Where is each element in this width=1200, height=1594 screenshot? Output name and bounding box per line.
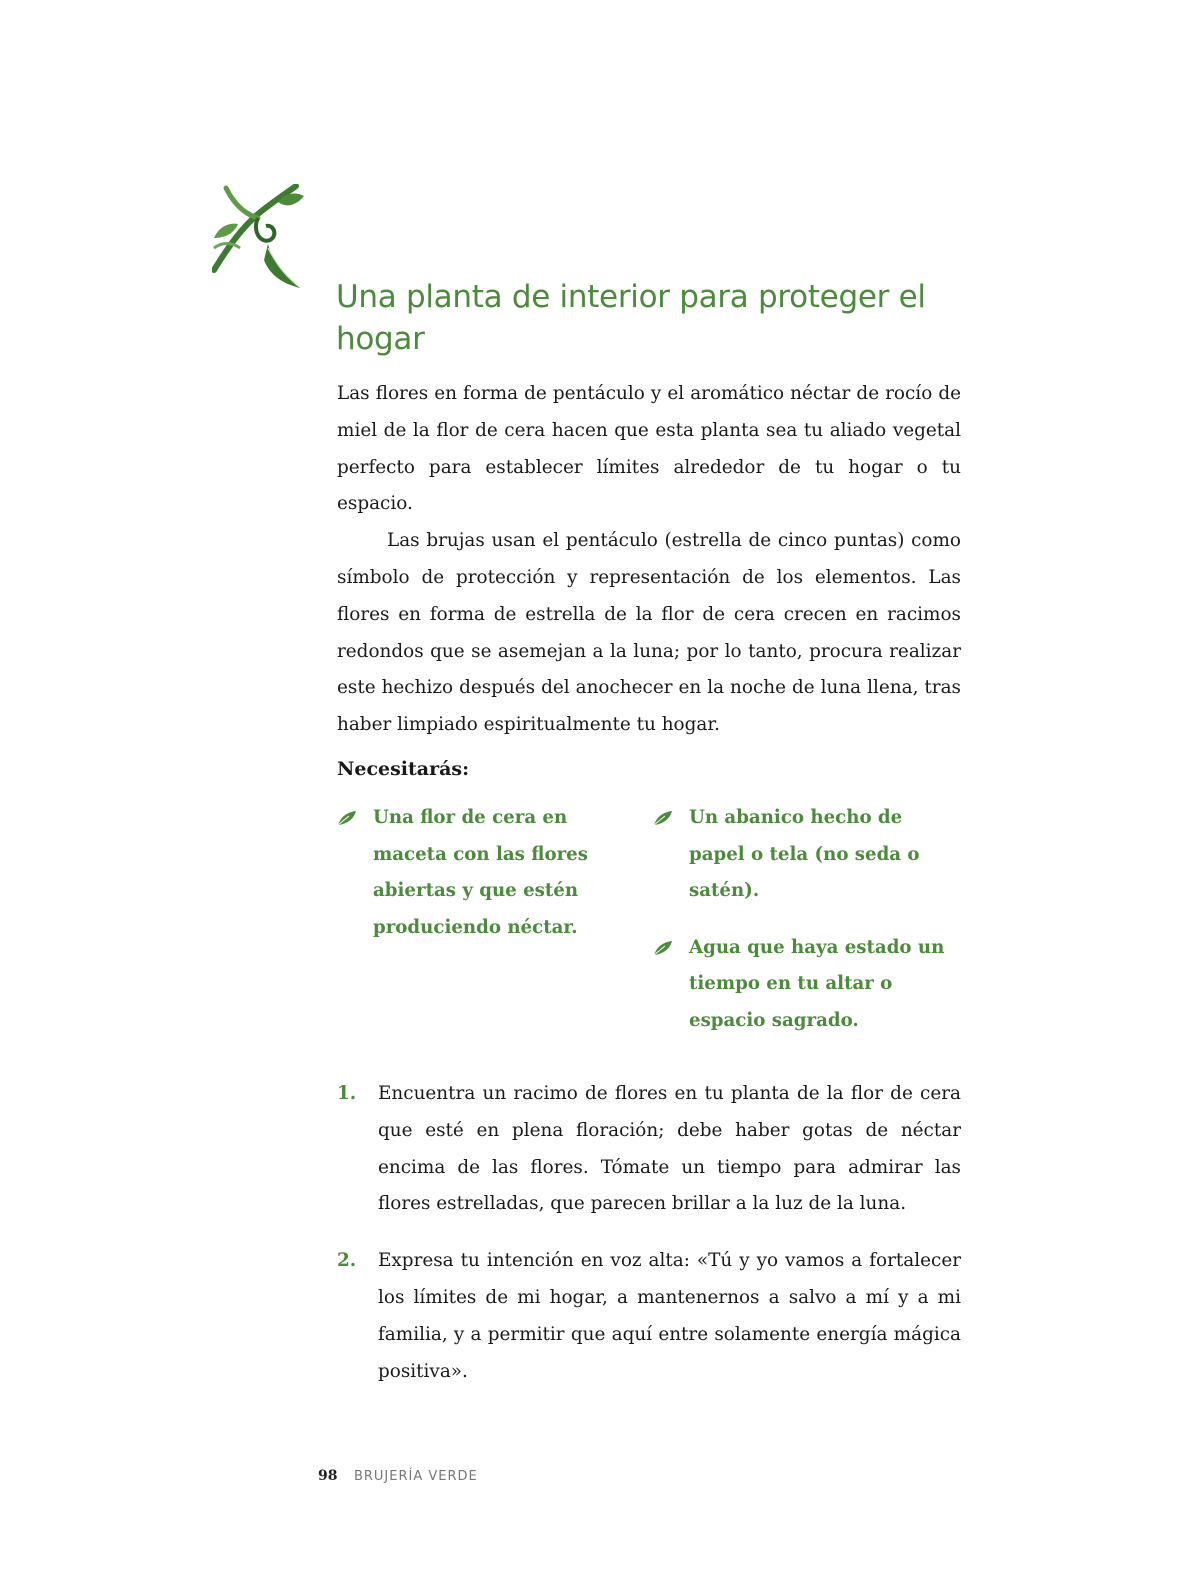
step-text: Expresa tu intención en voz alta: «Tú y yo vamos a fortalecer los límites de mi hogar, a mantenernos a salvo a mí y a mi familia, y a permitir que aquí entre solamente energía mágica positiva». xyxy=(378,1250,961,1382)
need-text: Agua que haya estado un tiempo en tu altar o espacio sagrado. xyxy=(689,936,945,1031)
step-number: 2. xyxy=(337,1250,357,1272)
need-item xyxy=(653,800,953,910)
intro-paragraph: Las flores en forma de pentáculo y el aromático néctar de rocío de miel de la flor de cera hacen que esta planta sea tu aliado vegetal perfecto para establecer límites alrededor de tu hogar o tu espacio. xyxy=(337,383,961,515)
steps-list xyxy=(337,1076,961,1410)
leaf-icon xyxy=(653,940,673,956)
running-title: BRUJERÍA VERDE xyxy=(353,1469,478,1484)
step-text: Encuentra un racimo de flores en tu planta de la flor de cera que esté en plena floración; debe haber gotas de néctar encima de las flores. Tómate un tiempo para admirar las flores estrelladas, que parecen brillar a la luz de la luna. xyxy=(378,1083,961,1215)
needs-column-right xyxy=(653,800,953,1059)
intro-paragraph: Las brujas usan el pentáculo (estrella de cinco puntas) como símbolo de protección y representación de los elementos. Las flores en forma de estrella de la flor de cera crecen en racimos redondos que se asemejan a la luna; por lo tanto, procura realizar este hechizo después del anochecer en la noche de luna llena, tras haber limpiado espiritualmente tu hogar. xyxy=(337,530,961,736)
needs-column-left xyxy=(337,800,627,966)
leaf-icon xyxy=(337,810,357,826)
needs-heading: Necesitarás: xyxy=(337,758,470,780)
page-title: Una planta de interior para proteger el hogar xyxy=(336,279,926,357)
page-number: 98 xyxy=(318,1468,338,1484)
need-item xyxy=(337,800,627,946)
need-text: Una flor de cera en maceta con las flores abiertas y que estén produciendo néctar. xyxy=(373,807,588,938)
needs-list xyxy=(337,800,957,1040)
vine-ornament-icon xyxy=(212,184,304,296)
intro-text xyxy=(337,376,961,744)
need-text: Un abanico hecho de papel o tela (no seda o satén). xyxy=(689,807,920,901)
need-item xyxy=(653,930,953,1040)
step-number: 1. xyxy=(337,1083,357,1104)
step-item xyxy=(337,1076,961,1223)
leaf-icon xyxy=(653,810,673,826)
step-item xyxy=(337,1243,961,1390)
page-footer xyxy=(318,1468,478,1484)
